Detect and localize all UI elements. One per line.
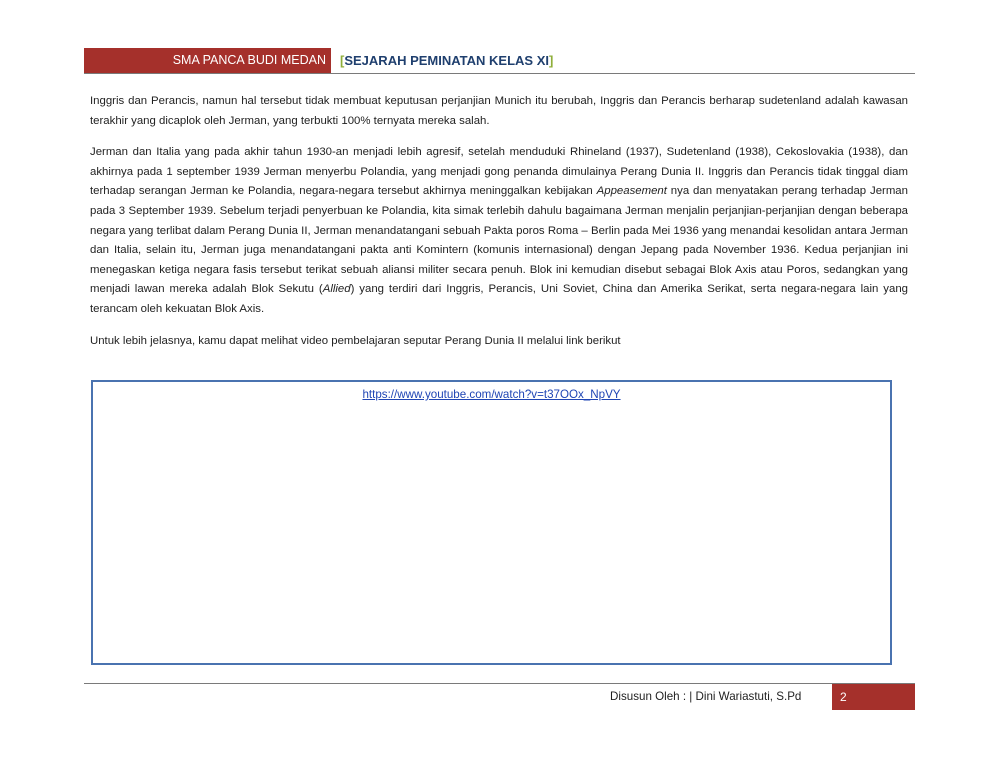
main-content [90, 92, 908, 363]
school-name-banner: SMA PANCA BUDI MEDAN [84, 48, 331, 73]
paragraph-3: Untuk lebih jelasnya, kamu dapat melihat video pembelajaran seputar Perang Dunia II melalui link berikut [90, 334, 621, 347]
paragraph-2 [90, 143, 908, 319]
bracket-close: ] [549, 53, 554, 68]
subject-title [340, 48, 553, 73]
youtube-link[interactable]: https://www.youtube.com/watch?v=t37OOx_NpVY [362, 388, 621, 401]
page-number: 2 [832, 684, 915, 710]
appeasement-term: Appeasement [596, 185, 667, 198]
allied-term: Allied [322, 283, 351, 296]
subject-title-text: SEJARAH PEMINATAN KELAS XI [344, 53, 549, 68]
video-embed-box[interactable] [91, 380, 892, 665]
paragraph-2-part-a: Jerman dan Italia yang pada akhir tahun 1930-an menjadi lebih agresif, setelah menduduki Rhineland (1937), Sudetenland (1938), Cekoslovakia (1938), dan akhirnya pada 1 september 1939 Jerman menyerbu Polandia, yang menjadi gong penanda dimulainya Perang Dunia II. Inggris dan Perancis tidak tinggal diam terhadap serangan Jerman ke Polandia, negara-negara tersebut akhirnya meninggalkan kebijakan [90, 146, 908, 198]
page-header [84, 48, 915, 74]
bracket-open: [ [340, 53, 345, 68]
footer-divider [84, 683, 915, 684]
paragraph-1: Inggris dan Perancis, namun hal tersebut tidak membuat keputusan perjanjian Munich itu berubah, Inggris dan Perancis berharap sudetenland adalah kawasan terakhir yang dicaplok oleh Jerman, yang terbukti 100% ternyata mereka salah. [90, 95, 908, 127]
footer-author: Disusun Oleh : | Dini Wariastuti, S.Pd [610, 690, 802, 703]
paragraph-2-part-b: nya dan menyatakan perang terhadap Jerman pada 3 September 1939. Sebelum terjadi penyerbuan ke Polandia, kita simak terlebih dahulu bagaimana Jerman menjalin perjanjian-perjanjian dengan beberapa negara yang terlibat dalam Perang Dunia II, Jerman menandatangani sebuah Pakta poros Roma – Berlin pada Mei 1936 yang menandai kesolidan antara Jerman dan Italia, selain itu, Jerman juga menandatangani pakta anti Komintern (komunis internasional) dengan Jepang pada November 1936. Kedua perjanjian ini menegaskan ketiga negara fasis tersebut terikat sebuah aliansi militer secara penuh. Blok ini kemudian disebut sebagai Blok Axis atau Poros, sedangkan yang menjadi lawan mereka adalah Blok Sekutu ( [90, 185, 908, 296]
paragraph-2-part-c: ) yang terdiri dari Inggris, Perancis, Uni Soviet, China dan Amerika Serikat, serta negara-negara lain yang terancam oleh kekuatan Blok Axis. [90, 283, 908, 315]
